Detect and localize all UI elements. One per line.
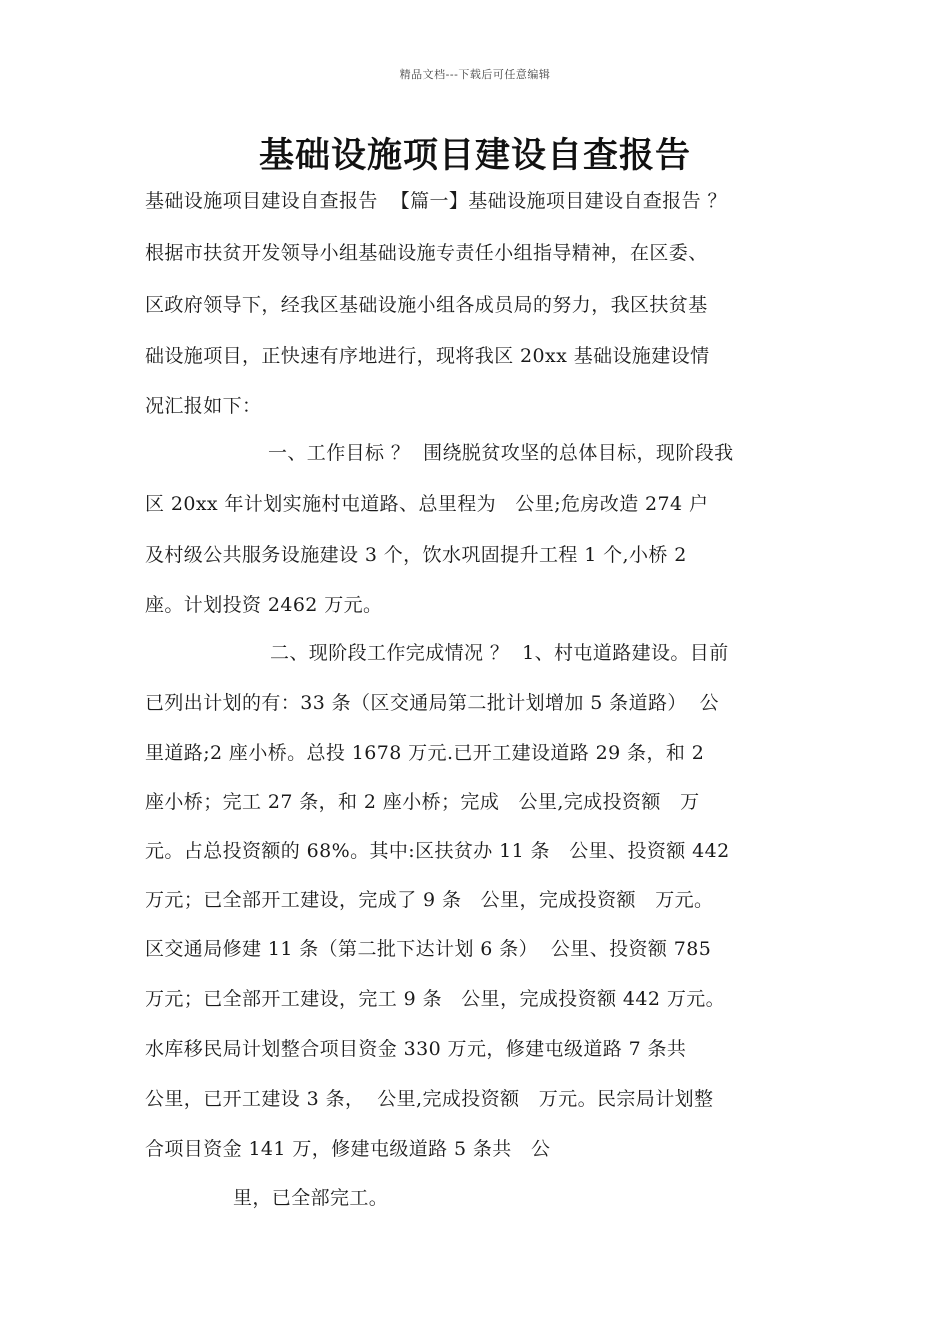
body-line: 区 20xx 年计划实施村屯道路、总里程为 公里;危房改造 274 户 [145, 493, 709, 515]
body-line: 基础设施项目建设自查报告 【篇一】基础设施项目建设自查报告 ？ [145, 190, 727, 212]
body-line: 及村级公共服务设施建设 3 个，饮水巩固提升工程 1 个,小桥 2 [145, 544, 687, 566]
document-title: 基础设施项目建设自查报告 [258, 135, 691, 176]
body-line: 已列出计划的有：33 条（区交通局第二批计划增加 5 条道路） 公 [145, 692, 720, 714]
body-line: 区交通局修建 11 条（第二批下达计划 6 条） 公里、投资额 785 [145, 938, 712, 960]
body-line: 公里，已开工建设 3 条， 公里,完成投资额 万元。民宗局计划整 [145, 1088, 714, 1110]
header-note: 精品文档---下载后可任意编辑 [399, 68, 551, 81]
body-line: 万元；已全部开工建设，完成了 9 条 公里，完成投资额 万元。 [145, 889, 714, 911]
body-line: 二、现阶段工作完成情况 ？ 1、村屯道路建设。目前 [270, 642, 729, 664]
body-line: 里道路;2 座小桥。总投 1678 万元.已开工建设道路 29 条，和 2 [145, 742, 705, 764]
body-line: 里，已全部完工。 [233, 1187, 389, 1209]
body-line: 区政府领导下，经我区基础设施小组各成员局的努力，我区扶贫基 [145, 294, 708, 316]
body-line: 元。占总投资额的 68%。其中:区扶贫办 11 条 公里、投资额 442 [145, 840, 730, 862]
body-line: 根据市扶贫开发领导小组基础设施专责任小组指导精神，在区委、 [145, 242, 708, 264]
body-line: 万元；已全部开工建设，完工 9 条 公里，完成投资额 442 万元。 [145, 988, 726, 1010]
body-line: 水库移民局计划整合项目资金 330 万元，修建屯级道路 7 条共 [145, 1038, 687, 1060]
body-line: 合项目资金 141 万，修建屯级道路 5 条共 公 [145, 1138, 551, 1160]
body-line: 一、工作目标 ？ 围绕脱贫攻坚的总体目标，现阶段我 [268, 442, 734, 464]
body-line: 座小桥；完工 27 条，和 2 座小桥；完成 公里,完成投资额 万 [145, 791, 700, 813]
body-line: 座。计划投资 2462 万元。 [145, 594, 383, 616]
body-line: 况汇报如下： [145, 395, 262, 417]
body-line: 础设施项目，正快速有序地进行，现将我区 20xx 基础设施建设情 [145, 345, 710, 367]
